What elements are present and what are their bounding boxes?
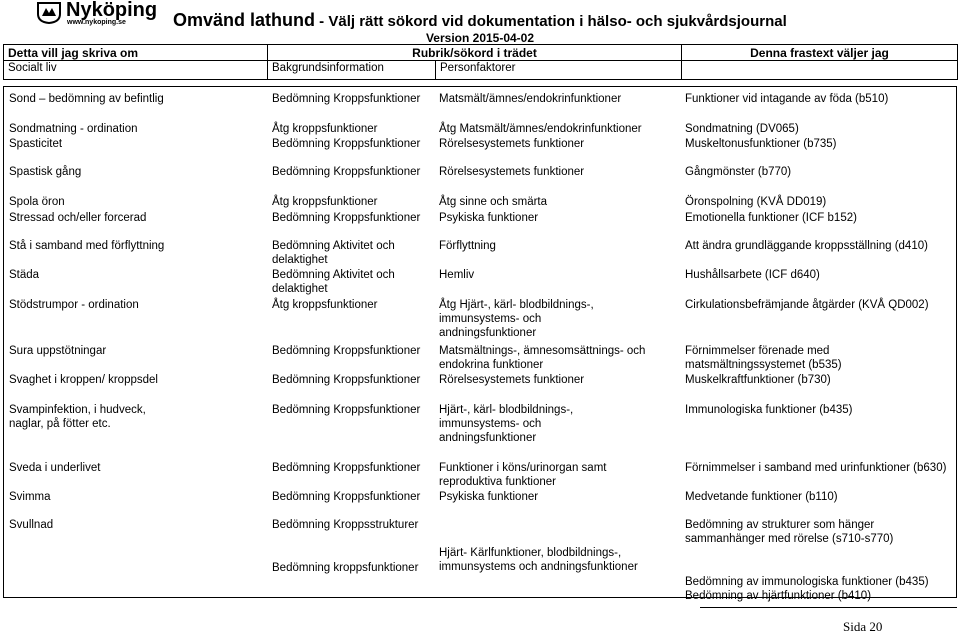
header-col2: Rubrik/sökord i trädet bbox=[268, 45, 682, 61]
header-col1: Detta vill jag skriva om bbox=[4, 45, 268, 61]
row-phrase: Att ändra grundläggande kroppsställning (d410) bbox=[685, 240, 928, 252]
row-phrase: Bedömning av hjärtfunktioner (b410) bbox=[685, 590, 872, 602]
row-heading: Bedömning kroppsfunktioner bbox=[272, 562, 419, 574]
row-phrase: Sondmatning (DV065) bbox=[685, 123, 799, 135]
row-phrase: Öronspolning (KVÅ DD019) bbox=[685, 196, 827, 208]
row-heading: Bedömning Kroppsfunktioner bbox=[272, 212, 421, 224]
row-keyword: Åtg Hjärt-, kärl- blodbildnings-, immunsystems- och andningsfunktioner bbox=[439, 299, 594, 339]
row-keyword: Hjärt-, kärl- blodbildnings-, immunsystems- och andningsfunktioner bbox=[439, 404, 574, 444]
row-topic: Spola öron bbox=[9, 196, 65, 208]
row-keyword: Förflyttning bbox=[439, 240, 496, 252]
row-phrase: Muskeltonusfunktioner (b735) bbox=[685, 138, 837, 150]
row-heading: Bedömning Kroppsfunktioner bbox=[272, 138, 421, 150]
row-topic: Svimma bbox=[9, 491, 51, 503]
footer-divider bbox=[700, 607, 957, 608]
row-phrase: Cirkulationsbefrämjande åtgärder (KVÅ QD002) bbox=[685, 299, 929, 311]
row-heading: Bedömning Kroppsfunktioner bbox=[272, 462, 421, 474]
header-col3: Denna frastext väljer jag bbox=[682, 45, 958, 61]
row-topic: Svullnad bbox=[9, 519, 54, 531]
row-phrase: Bedömning av immunologiska funktioner (b435) bbox=[685, 576, 929, 588]
row-topic: Sondmatning - ordination bbox=[9, 123, 138, 135]
row-topic: Sond – bedömning av befintlig bbox=[9, 93, 164, 105]
row-keyword: Funktioner i köns/urinorgan samt reproduktiva funktioner bbox=[439, 462, 607, 488]
row-topic: Spasticitet bbox=[9, 138, 63, 150]
row-keyword: Rörelsesystemets funktioner bbox=[439, 374, 585, 386]
row-heading: Bedömning Kroppsfunktioner bbox=[272, 374, 421, 386]
row-heading: Bedömning Kroppsfunktioner bbox=[272, 404, 421, 416]
row-phrase: Gångmönster (b770) bbox=[685, 166, 792, 178]
row-topic: Städa bbox=[9, 269, 40, 281]
row-topic: Stressad och/eller forcerad bbox=[9, 212, 147, 224]
row-topic: Sveda i underlivet bbox=[9, 462, 101, 474]
row-topic: Svaghet i kroppen/ kroppsdel bbox=[9, 374, 158, 386]
row-phrase: Medvetande funktioner (b110) bbox=[685, 491, 838, 503]
row-topic: Spastisk gång bbox=[9, 166, 82, 178]
row-heading: Åtg kroppsfunktioner bbox=[272, 123, 378, 135]
page-title bbox=[173, 10, 787, 31]
row-keyword: Rörelsesystemets funktioner bbox=[439, 138, 585, 150]
row-topic: Svampinfektion, i hudveck, naglar, på fötter etc. bbox=[9, 404, 146, 430]
row-keyword: Hemliv bbox=[439, 269, 475, 281]
row-phrase: Muskelkraftfunktioner (b730) bbox=[685, 374, 831, 386]
row-keyword: Åtg sinne och smärta bbox=[439, 196, 548, 208]
row-phrase: Förnimmelser förenade med matsmältningssystemet (b535) bbox=[685, 345, 842, 371]
row-phrase: Förnimmelser i samband med urinfunktioner (b630) bbox=[685, 462, 947, 474]
row-keyword: Matsmält/ämnes/endokrinfunktioner bbox=[439, 93, 622, 105]
page-number: Sida 20 bbox=[843, 619, 883, 634]
logo-name: Nyköping bbox=[66, 0, 158, 21]
title-sub: - Välj rätt sökord vid dokumentation i hälso- och sjukvårdsjournal bbox=[315, 13, 787, 30]
row-keyword: Psykiska funktioner bbox=[439, 491, 539, 503]
row-heading: Bedömning Kroppsstrukturer bbox=[272, 519, 419, 531]
entries-table bbox=[3, 86, 957, 602]
row-phrase: Immunologiska funktioner (b435) bbox=[685, 404, 853, 416]
version-label: Version 2015-04-02 bbox=[425, 31, 535, 45]
row-keyword: Matsmältnings-, ämnesomsättnings- och endokrina funktioner bbox=[439, 345, 646, 371]
crest-icon bbox=[36, 2, 62, 24]
row-topic: Sura uppstötningar bbox=[9, 345, 107, 357]
row-heading: Bedömning Kroppsfunktioner bbox=[272, 166, 421, 178]
row-heading: Åtg kroppsfunktioner bbox=[272, 196, 378, 208]
subheader-col4 bbox=[682, 61, 958, 80]
subheader-col3: Personfaktorer bbox=[436, 61, 682, 80]
title-main: Omvänd lathund bbox=[173, 10, 316, 30]
row-phrase: Funktioner vid intagande av föda (b510) bbox=[685, 93, 889, 105]
row-phrase: Hushållsarbete (ICF d640) bbox=[685, 269, 820, 281]
row-heading: Bedömning Kroppsfunktioner bbox=[272, 345, 421, 357]
row-heading: Bedömning Aktivitet och delaktighet bbox=[272, 240, 395, 266]
row-heading: Bedömning Kroppsfunktioner bbox=[272, 491, 421, 503]
row-keyword: Åtg Matsmält/ämnes/endokrinfunktioner bbox=[439, 123, 642, 135]
row-heading: Bedömning Kroppsfunktioner bbox=[272, 93, 421, 105]
row-keyword: Rörelsesystemets funktioner bbox=[439, 166, 585, 178]
row-keyword: Hjärt- Kärlfunktioner, blodbildnings-, immunsystems och andningsfunktioner bbox=[439, 547, 638, 573]
row-heading: Åtg kroppsfunktioner bbox=[272, 299, 378, 311]
header-table bbox=[3, 44, 958, 80]
subheader-col2: Bakgrundsinformation bbox=[268, 61, 436, 80]
subheader-col1: Socialt liv bbox=[4, 61, 268, 80]
row-phrase: Emotionella funktioner (ICF b152) bbox=[685, 212, 857, 224]
row-heading: Bedömning Aktivitet och delaktighet bbox=[272, 269, 395, 295]
nykoping-logo bbox=[36, 2, 166, 28]
logo-url: www.nykoping.se bbox=[67, 19, 126, 26]
row-keyword: Psykiska funktioner bbox=[439, 212, 539, 224]
row-phrase: Bedömning av strukturer som hänger sammanhänger med rörelse (s710-s770) bbox=[685, 519, 894, 545]
row-topic: Stödstrumpor - ordination bbox=[9, 299, 139, 311]
row-topic: Stå i samband med förflyttning bbox=[9, 240, 165, 252]
